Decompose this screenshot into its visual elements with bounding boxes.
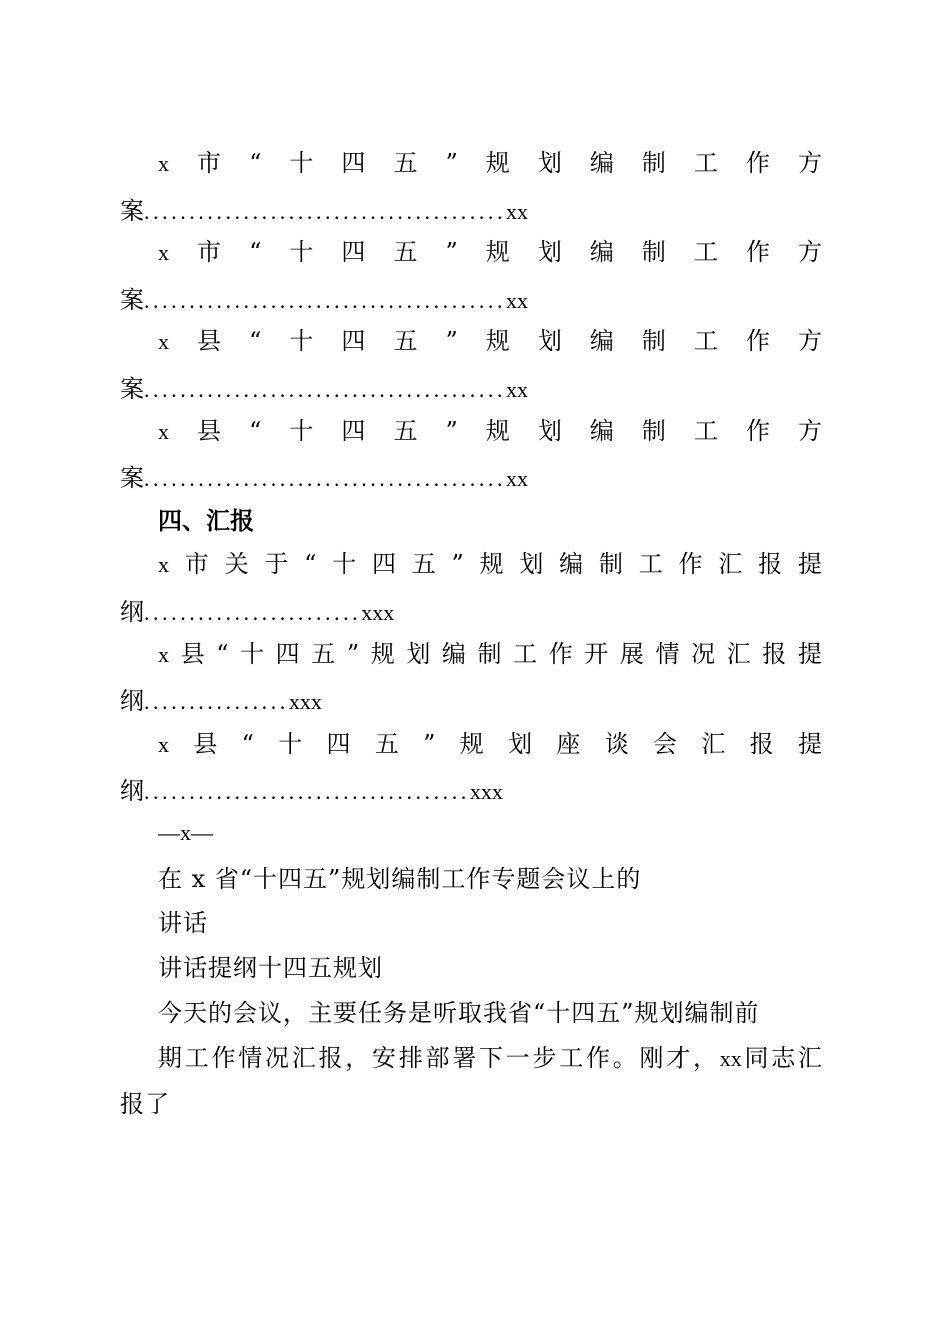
toc-entry-leader — [120, 686, 822, 716]
toc-char: 作 — [745, 417, 770, 445]
page-number: xx — [506, 199, 528, 224]
toc-char: 十 — [289, 327, 314, 355]
toc-char: “ — [249, 149, 262, 177]
toc-entry-line — [158, 326, 822, 356]
speech-body-line: 今天的会议，主要任务是听取我省“十四五”规划编制前 — [158, 999, 760, 1027]
toc-char: 四 — [275, 640, 300, 668]
toc-entry-line — [158, 416, 822, 446]
body-char: xx — [719, 1046, 742, 1071]
toc-char: 五 — [393, 149, 418, 177]
toc-char: 编 — [559, 550, 584, 578]
toc-char: 谈 — [604, 730, 629, 758]
toc-char: 编 — [441, 640, 466, 668]
toc-char: 开 — [584, 640, 609, 668]
toc-char: 规 — [459, 730, 484, 758]
toc-char: 作 — [548, 640, 573, 668]
toc-char: 四 — [341, 417, 366, 445]
toc-char: 划 — [519, 550, 544, 578]
toc-char: 十 — [289, 238, 314, 266]
toc-entry-leader — [120, 196, 822, 226]
toc-char: “ — [241, 730, 254, 758]
toc-char: x — [158, 329, 169, 354]
page-number: xx — [506, 466, 528, 491]
toc-char: 规 — [485, 238, 510, 266]
toc-char: “ — [249, 327, 262, 355]
toc-char: 情 — [655, 640, 680, 668]
dot-leader: ................ — [144, 689, 289, 714]
body-char: ， — [693, 1044, 717, 1072]
body-char: 安 — [372, 1044, 396, 1072]
toc-char: x — [158, 240, 169, 265]
speech-subtitle: 讲话提纲十四五规划 — [158, 954, 383, 982]
toc-entry-line — [158, 237, 822, 267]
toc-char: 划 — [537, 327, 562, 355]
toc-entry-last-char: 案 — [120, 286, 144, 314]
body-char: 工 — [184, 1044, 209, 1072]
page-number: xxx — [288, 689, 322, 714]
toc-char: 五 — [393, 238, 418, 266]
toc-char: 规 — [485, 327, 510, 355]
section-heading: 四、汇报 — [158, 507, 254, 535]
toc-entry-last-char: 纲 — [120, 598, 144, 626]
toc-char: “ — [249, 238, 262, 266]
toc-char: 制 — [641, 149, 666, 177]
toc-char: 汇 — [701, 730, 726, 758]
toc-char: 提 — [797, 550, 822, 578]
toc-char: 县 — [193, 730, 218, 758]
toc-char: 十 — [278, 730, 303, 758]
body-char: 才 — [666, 1044, 691, 1072]
toc-char: 提 — [797, 730, 822, 758]
toc-char: 况 — [691, 640, 716, 668]
toc-char: 工 — [693, 238, 718, 266]
toc-char: 四 — [341, 238, 366, 266]
toc-char: x — [158, 642, 169, 667]
toc-entry-last-char: 纲 — [120, 777, 144, 805]
toc-entry-line — [158, 549, 822, 579]
toc-char: 制 — [641, 417, 666, 445]
body-char: 作 — [586, 1044, 610, 1072]
speech-title-continued: 讲话 — [158, 909, 208, 937]
toc-char: 市 — [197, 238, 222, 266]
toc-char: 规 — [370, 640, 395, 668]
page-number: xx — [506, 377, 528, 402]
dot-leader: ........................................ — [144, 466, 506, 491]
toc-entry-line — [158, 639, 822, 669]
toc-char: 四 — [341, 149, 366, 177]
toc-char: x — [158, 419, 169, 444]
dot-leader: .................................... — [144, 779, 470, 804]
body-char: 作 — [211, 1044, 236, 1072]
toc-char: ” — [445, 149, 458, 177]
toc-char: 划 — [406, 640, 431, 668]
body-char: 排 — [398, 1044, 423, 1072]
body-char: 情 — [238, 1044, 263, 1072]
toc-char: 五 — [393, 327, 418, 355]
speech-body-line: 报了 — [120, 1090, 170, 1118]
toc-char: 展 — [619, 640, 644, 668]
toc-char: 会 — [653, 730, 677, 758]
toc-char: 工 — [513, 640, 538, 668]
toc-char: 五 — [411, 550, 436, 578]
body-char: 汇 — [291, 1044, 316, 1072]
toc-char: 作 — [745, 149, 770, 177]
toc-entry-line — [158, 729, 822, 759]
toc-char: x — [158, 151, 169, 176]
toc-char: 于 — [264, 550, 289, 578]
body-char: 同 — [744, 1044, 769, 1072]
body-char: 。 — [612, 1044, 637, 1072]
toc-char: ” — [445, 417, 458, 445]
body-char: 期 — [158, 1044, 182, 1072]
toc-char: 划 — [537, 149, 562, 177]
toc-char: ” — [423, 730, 436, 758]
body-char: 署 — [452, 1044, 477, 1072]
toc-char: 划 — [537, 238, 562, 266]
toc-entry-leader — [120, 463, 822, 493]
toc-char: 编 — [589, 149, 614, 177]
toc-char: x — [158, 732, 169, 757]
speech-title: 在 x 省“十四五”规划编制工作专题会议上的 — [158, 865, 642, 893]
toc-char: 十 — [289, 149, 314, 177]
toc-char: 五 — [374, 730, 399, 758]
toc-char: 汇 — [726, 640, 751, 668]
toc-char: 编 — [589, 238, 614, 266]
page-number: xx — [506, 288, 528, 313]
toc-char: 十 — [289, 417, 314, 445]
toc-entry-last-char: 案 — [120, 375, 144, 403]
toc-char: 规 — [485, 417, 510, 445]
toc-char: 报 — [749, 730, 774, 758]
toc-char: 编 — [589, 417, 614, 445]
toc-char: 制 — [641, 238, 666, 266]
toc-char: 四 — [326, 730, 351, 758]
body-char: 汇 — [798, 1044, 822, 1072]
toc-entry-leader — [120, 374, 822, 404]
body-char: 一 — [505, 1044, 530, 1072]
toc-entry-leader — [120, 597, 822, 627]
toc-char: 提 — [797, 640, 822, 668]
toc-char: 规 — [479, 550, 504, 578]
toc-char: 编 — [589, 327, 614, 355]
toc-entry-last-char: 案 — [120, 197, 144, 225]
toc-char: 方 — [797, 238, 822, 266]
toc-char: “ — [216, 640, 229, 668]
speech-body-line — [158, 1043, 822, 1073]
toc-char: 市 — [197, 149, 222, 177]
body-char: 刚 — [639, 1044, 664, 1072]
dot-leader: ........................ — [144, 600, 362, 625]
dot-leader: ........................................ — [144, 288, 506, 313]
body-char: 下 — [479, 1044, 503, 1072]
toc-char: 汇 — [718, 550, 743, 578]
toc-char: 四 — [371, 550, 396, 578]
toc-char: ” — [346, 640, 360, 668]
toc-char: 划 — [508, 730, 533, 758]
toc-char: “ — [304, 550, 317, 578]
toc-char: 四 — [341, 327, 366, 355]
toc-char: 作 — [745, 327, 770, 355]
page-number: xxx — [469, 779, 503, 804]
toc-char: 方 — [797, 417, 822, 445]
toc-char: 工 — [693, 149, 718, 177]
toc-entry-last-char: 案 — [120, 464, 144, 492]
dot-leader: ........................................ — [144, 199, 506, 224]
separator: —x— — [158, 820, 213, 845]
toc-char: 报 — [758, 550, 783, 578]
body-char: 报 — [318, 1044, 343, 1072]
toc-char: 县 — [197, 327, 222, 355]
toc-char: 工 — [693, 417, 718, 445]
toc-entry-leader — [120, 285, 822, 315]
body-char: 志 — [771, 1044, 796, 1072]
toc-entry-line — [158, 148, 822, 178]
toc-char: 县 — [180, 640, 205, 668]
body-char: 况 — [265, 1044, 289, 1072]
toc-char: “ — [249, 417, 262, 445]
toc-char: 制 — [641, 327, 666, 355]
toc-char: 作 — [745, 238, 770, 266]
toc-entry-leader — [120, 776, 822, 806]
toc-char: ” — [445, 327, 458, 355]
toc-char: 县 — [197, 417, 222, 445]
toc-char: 报 — [762, 640, 787, 668]
dot-leader: ........................................ — [144, 377, 506, 402]
toc-char: 关 — [224, 550, 249, 578]
toc-char: 工 — [693, 327, 718, 355]
body-char: ， — [345, 1044, 370, 1072]
toc-char: x — [158, 552, 169, 577]
toc-char: 划 — [537, 417, 562, 445]
toc-char: 制 — [598, 550, 623, 578]
toc-char: 十 — [240, 640, 265, 668]
toc-char: 座 — [556, 730, 581, 758]
page-number: xxx — [361, 600, 395, 625]
toc-char: 工 — [638, 550, 663, 578]
toc-char: 方 — [797, 327, 822, 355]
body-char: 工 — [559, 1044, 584, 1072]
toc-char: 市 — [184, 550, 209, 578]
toc-char: 十 — [332, 550, 357, 578]
toc-char: 五 — [393, 417, 418, 445]
body-char: 部 — [425, 1044, 450, 1072]
toc-char: 方 — [797, 149, 822, 177]
toc-char: 规 — [485, 149, 510, 177]
toc-char: 制 — [477, 640, 502, 668]
toc-char: ” — [451, 550, 464, 578]
toc-char: 作 — [678, 550, 703, 578]
toc-char: ” — [445, 238, 458, 266]
toc-entry-last-char: 纲 — [120, 687, 144, 715]
body-char: 步 — [532, 1044, 557, 1072]
toc-char: 五 — [311, 640, 336, 668]
